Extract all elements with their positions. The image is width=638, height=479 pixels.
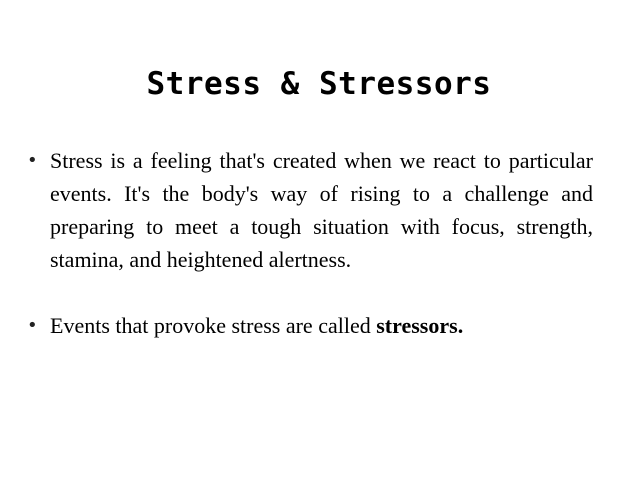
bullet-icon: • — [27, 150, 38, 171]
bullet-item-stress-definition — [27, 144, 593, 276]
bullet-item-stressors — [27, 309, 593, 342]
bullet-list — [27, 144, 593, 342]
slide-title: Stress & Stressors — [146, 66, 492, 102]
bullet-bold-term: stressors. — [376, 313, 464, 338]
bullet-text: Events that provoke stress are called — [50, 313, 377, 338]
bullet-icon: • — [27, 315, 38, 336]
bullet-text: Stress is a feeling that's created when we react to particular events. It's the body's way of rising to a challenge and preparing to meet a tough situation with focus, strength, stamina, and heightened alertness. — [50, 148, 593, 272]
